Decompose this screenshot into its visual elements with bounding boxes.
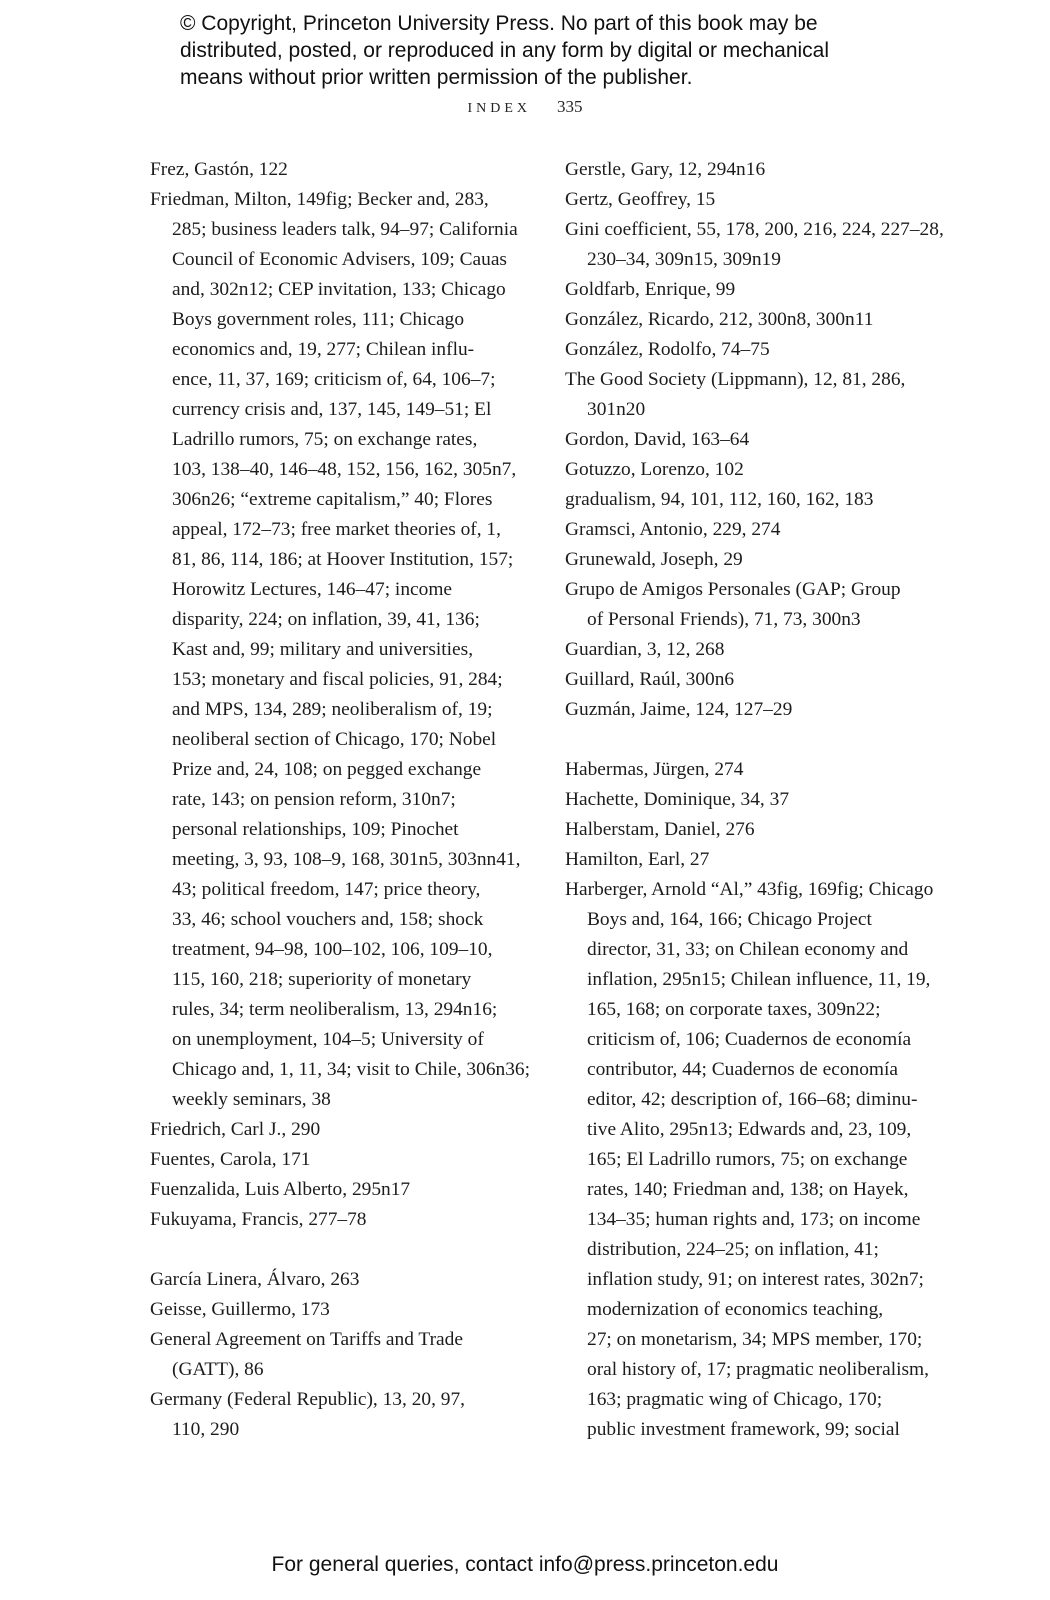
index-column-left <box>150 155 545 1445</box>
letter-group-spacer <box>150 1235 545 1265</box>
index-entry-continuation-line: meeting, 3, 93, 108–9, 168, 301n5, 303nn41, <box>172 849 521 870</box>
index-entry-heading-line: Guzmán, Jaime, 124, 127–29 <box>565 699 793 720</box>
index-entry-continuation-line: weekly seminars, 38 <box>172 1089 331 1110</box>
index-entry-continuation-line: contributor, 44; Cuadernos de economía <box>587 1059 899 1080</box>
index-entry-continuation-line: 165; El Ladrillo rumors, 75; on exchange <box>587 1149 908 1170</box>
index-entry-continuation-line: currency crisis and, 137, 145, 149–51; El <box>172 399 492 420</box>
index-entry <box>150 1325 545 1385</box>
index-entry <box>150 1265 545 1295</box>
index-entry-continuation-line: 163; pragmatic wing of Chicago, 170; <box>587 1389 883 1410</box>
index-entry-continuation-line: Council of Economic Advisers, 109; Cauas <box>172 249 507 270</box>
index-entry <box>565 845 960 875</box>
index-entry <box>150 1145 545 1175</box>
index-entry <box>150 1175 545 1205</box>
index-entry-continuation-line: treatment, 94–98, 100–102, 106, 109–10, <box>172 939 493 960</box>
index-entry-continuation-line: modernization of economics teaching, <box>587 1299 884 1320</box>
index-entry-heading-line: Geisse, Guillermo, 173 <box>150 1299 330 1320</box>
index-column-right <box>565 155 960 1445</box>
index-entry-continuation-line: director, 31, 33; on Chilean economy and <box>587 939 909 960</box>
index-entry <box>565 785 960 815</box>
index-entry-continuation-line: and MPS, 134, 289; neoliberalism of, 19; <box>172 699 493 720</box>
index-entry-continuation-line: Ladrillo rumors, 75; on exchange rates, <box>172 429 478 450</box>
index-entry-heading-line: Frez, Gastón, 122 <box>150 159 288 180</box>
index-entry <box>150 185 545 1115</box>
index-entry-continuation-line: 134–35; human rights and, 173; on income <box>587 1209 921 1230</box>
index-entry-continuation-line: Horowitz Lectures, 146–47; income <box>172 579 453 600</box>
index-entry-heading-line: Fuenzalida, Luis Alberto, 295n17 <box>150 1179 411 1200</box>
index-entry-heading-line: Habermas, Jürgen, 274 <box>565 759 744 780</box>
page-number: 335 <box>557 97 583 116</box>
index-entry-continuation-line: on unemployment, 104–5; University of <box>172 1029 484 1050</box>
index-entry-heading-line: Germany (Federal Republic), 13, 20, 97, <box>150 1389 466 1410</box>
index-entry-continuation-line: 165, 168; on corporate taxes, 309n22; <box>587 999 881 1020</box>
index-entry-continuation-line: editor, 42; description of, 166–68; diminu- <box>587 1089 918 1110</box>
index-entry-continuation-line: 43; political freedom, 147; price theory, <box>172 879 481 900</box>
index-entry-heading-line: Gotuzzo, Lorenzo, 102 <box>565 459 744 480</box>
index-entry-heading-line: Guardian, 3, 12, 268 <box>565 639 725 660</box>
index-entry-continuation-line: economics and, 19, 277; Chilean influ- <box>172 339 475 360</box>
index-entry-heading-line: Guillard, Raúl, 300n6 <box>565 669 735 690</box>
index-entry-continuation-line: criticism of, 106; Cuadernos de economía <box>587 1029 912 1050</box>
index-entry-continuation-line: rules, 34; term neoliberalism, 13, 294n16; <box>172 999 498 1020</box>
index-entry <box>565 635 960 665</box>
index-entry-continuation-line: 110, 290 <box>172 1419 240 1440</box>
index-entry <box>565 665 960 695</box>
index-entry <box>565 365 960 425</box>
index-entry-continuation-line: (GATT), 86 <box>172 1359 264 1380</box>
index-entry-heading-line: General Agreement on Tariffs and Trade <box>150 1329 463 1350</box>
index-entry-continuation-line: 81, 86, 114, 186; at Hoover Institution, 157; <box>172 549 514 570</box>
index-entry-continuation-line: neoliberal section of Chicago, 170; Nobel <box>172 729 497 750</box>
index-entry <box>565 155 960 185</box>
index-entry-continuation-line: oral history of, 17; pragmatic neoliberalism, <box>587 1359 929 1380</box>
index-entry-heading-line: Fuentes, Carola, 171 <box>150 1149 311 1170</box>
index-entry-continuation-line: inflation, 295n15; Chilean influence, 11, 19, <box>587 969 931 990</box>
index-entry <box>150 1295 545 1325</box>
index-entry-heading-line: The Good Society (Lippmann), 12, 81, 286, <box>565 369 906 390</box>
index-entry-continuation-line: Boys and, 164, 166; Chicago Project <box>587 909 872 930</box>
index-entry-continuation-line: Prize and, 24, 108; on pegged exchange <box>172 759 482 780</box>
index-entry <box>565 185 960 215</box>
index-entry-heading-line: Halberstam, Daniel, 276 <box>565 819 755 840</box>
index-entry-heading-line: Fukuyama, Francis, 277–78 <box>150 1209 367 1230</box>
index-entry-heading-line: Grunewald, Joseph, 29 <box>565 549 743 570</box>
index-entry-heading-line: Hamilton, Earl, 27 <box>565 849 710 870</box>
index-entry-continuation-line: ence, 11, 37, 169; criticism of, 64, 106–7; <box>172 369 496 390</box>
index-entry-continuation-line: inflation study, 91; on interest rates, 302n7; <box>587 1269 924 1290</box>
index-entry-heading-line: Friedman, Milton, 149fig; Becker and, 283, <box>150 189 489 210</box>
index-entry <box>565 305 960 335</box>
index-entry-continuation-line: 33, 46; school vouchers and, 158; shock <box>172 909 484 930</box>
copyright-notice <box>180 10 940 91</box>
index-entry-heading-line: González, Ricardo, 212, 300n8, 300n11 <box>565 309 874 330</box>
index-entry-heading-line: García Linera, Álvaro, 263 <box>150 1269 360 1290</box>
index-entry-continuation-line: 115, 160, 218; superiority of monetary <box>172 969 472 990</box>
index-entry-heading-line: Harberger, Arnold “Al,” 43fig, 169fig; Chicago <box>565 879 934 900</box>
index-entry-continuation-line: 285; business leaders talk, 94–97; California <box>172 219 518 240</box>
copyright-line: means without prior written permission of the publisher. <box>180 66 693 89</box>
index-entry-heading-line: Gordon, David, 163–64 <box>565 429 750 450</box>
index-entry <box>150 155 545 185</box>
index-entry-continuation-line: rates, 140; Friedman and, 138; on Hayek, <box>587 1179 909 1200</box>
index-entry-continuation-line: 301n20 <box>587 399 646 420</box>
index-entry <box>565 815 960 845</box>
index-entry <box>565 875 960 1445</box>
index-entry-continuation-line: 230–34, 309n15, 309n19 <box>587 249 781 270</box>
index-entry <box>565 545 960 575</box>
index-entry <box>565 425 960 455</box>
index-entry <box>565 455 960 485</box>
index-entry-continuation-line: 103, 138–40, 146–48, 152, 156, 162, 305n7, <box>172 459 517 480</box>
index-entry <box>150 1385 545 1445</box>
index-entry-continuation-line: disparity, 224; on inflation, 39, 41, 136; <box>172 609 480 630</box>
index-entry <box>150 1115 545 1145</box>
copyright-line: © Copyright, Princeton University Press. No part of this book may be <box>180 12 818 35</box>
running-head-label: INDEX <box>467 101 532 116</box>
index-entry-continuation-line: 306n26; “extreme capitalism,” 40; Flores <box>172 489 493 510</box>
index-entry-continuation-line: personal relationships, 109; Pinochet <box>172 819 459 840</box>
index-entry-continuation-line: of Personal Friends), 71, 73, 300n3 <box>587 609 861 630</box>
index-entry-continuation-line: rate, 143; on pension reform, 310n7; <box>172 789 456 810</box>
footer-contact: For general queries, contact info@press.princeton.edu <box>271 1553 779 1576</box>
index-entry-continuation-line: and, 302n12; CEP invitation, 133; Chicago <box>172 279 506 300</box>
index-entry-continuation-line: Chicago and, 1, 11, 34; visit to Chile, 306n36; <box>172 1059 530 1080</box>
index-entry <box>565 695 960 725</box>
index-entry <box>565 335 960 365</box>
letter-group-spacer <box>565 725 960 755</box>
index-entry-heading-line: Friedrich, Carl J., 290 <box>150 1119 321 1140</box>
index-entry-continuation-line: Boys government roles, 111; Chicago <box>172 309 465 330</box>
index-entry <box>565 485 960 515</box>
index-entry-heading-line: Gini coefficient, 55, 178, 200, 216, 224, 227–28, <box>565 219 944 240</box>
index-entry-continuation-line: 153; monetary and fiscal policies, 91, 284; <box>172 669 503 690</box>
index-entry-continuation-line: 27; on monetarism, 34; MPS member, 170; <box>587 1329 923 1350</box>
copyright-line: distributed, posted, or reproduced in any form by digital or mechanical <box>180 39 830 62</box>
index-entry-heading-line: gradualism, 94, 101, 112, 160, 162, 183 <box>565 489 874 510</box>
index-entry-heading-line: González, Rodolfo, 74–75 <box>565 339 770 360</box>
running-head <box>0 97 1050 117</box>
index-entry-heading-line: Gramsci, Antonio, 229, 274 <box>565 519 781 540</box>
index-entry-continuation-line: tive Alito, 295n13; Edwards and, 23, 109, <box>587 1119 912 1140</box>
index-entry <box>565 575 960 635</box>
index-entry <box>565 275 960 305</box>
index-entry-heading-line: Goldfarb, Enrique, 99 <box>565 279 736 300</box>
index-entry-continuation-line: appeal, 172–73; free market theories of, 1, <box>172 519 501 540</box>
index-entry-continuation-line: Kast and, 99; military and universities, <box>172 639 474 660</box>
index-entry-heading-line: Hachette, Dominique, 34, 37 <box>565 789 790 810</box>
index-entry-heading-line: Grupo de Amigos Personales (GAP; Group <box>565 579 901 600</box>
index-entry-heading-line: Gerstle, Gary, 12, 294n16 <box>565 159 766 180</box>
index-entry <box>565 755 960 785</box>
index-entry <box>565 515 960 545</box>
index-entry-heading-line: Gertz, Geoffrey, 15 <box>565 189 716 210</box>
index-entry-continuation-line: public investment framework, 99; social <box>587 1419 900 1440</box>
index-entry-continuation-line: distribution, 224–25; on inflation, 41; <box>587 1239 879 1260</box>
index-entry <box>565 215 960 275</box>
index-entry <box>150 1205 545 1235</box>
